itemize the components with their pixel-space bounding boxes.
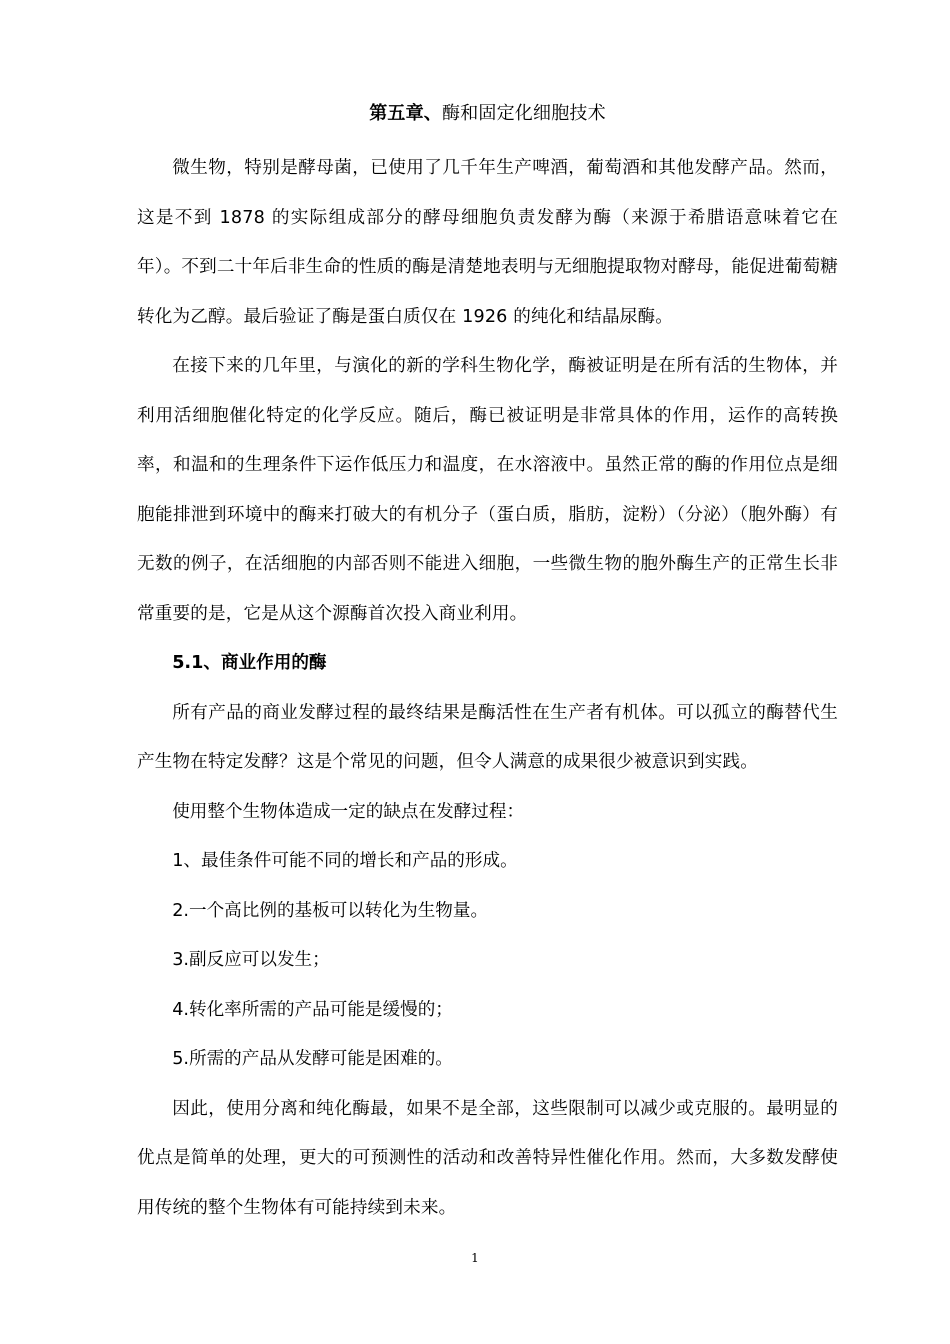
list-item: 4.转化率所需的产品可能是缓慢的；	[172, 999, 453, 1020]
page-number: 1	[471, 1251, 479, 1265]
page-content	[137, 96, 838, 1233]
chapter-title	[137, 96, 838, 132]
chapter-title-prefix: 第五章、	[369, 103, 442, 124]
list-item: 1、最佳条件可能不同的增长和产品的形成。	[172, 851, 518, 871]
paragraph-commercial: 所有产品的商业发酵过程的最终结果是酶活性在生产者有机体。可以孤立的酶替代生产生物在特定发酵？这是个常见的问题，但令人满意的成果很少被意识到实践。	[137, 702, 838, 772]
paragraph-biochemistry: 在接下来的几年里，与演化的新的学科生物化学，酶被证明是在所有活的生物体，并利用活细胞催化特定的化学反应。随后，酶已被证明是非常具体的作用，运作的高转换率，和温和的生理条件下运作低压力和温度，在水溶液中。虽然正常的酶的作用位点是细胞能排泄到环境中的酶来打破大的有机分子（蛋白质，脂肪，淀粉）（分泌）（胞外酶）有无数的例子，在活细胞的内部否则不能进入细胞，一些微生物的胞外酶生产的正常生长非常重要的是，它是从这个源酶首次投入商业利用。	[137, 356, 838, 624]
paragraph-history: 微生物，特别是酵母菌，已使用了几千年生产啤酒，葡萄酒和其他发酵产品。然而，这是不到 1878 的实际组成部分的酵母细胞负责发酵为酶（来源于希腊语意味着它在年）。不到二十年后非生命的性质的酶是清楚地表明与无细胞提取物对酵母，能促进葡萄糖转化为乙醇。最后验证了酶是蛋白质仅在 1926 的纯化和结晶尿酶。	[137, 158, 838, 327]
paragraph-disadvantages-intro: 使用整个生物体造成一定的缺点在发酵过程：	[172, 801, 525, 822]
section-heading: 5.1、商业作用的酶	[172, 653, 327, 673]
list-item: 3.副反应可以发生；	[172, 950, 330, 970]
chapter-title-text: 酶和固定化细胞技术	[442, 103, 606, 124]
list-item: 5.所需的产品从发酵可能是困难的。	[172, 1049, 453, 1069]
list-item: 2.一个高比例的基板可以转化为生物量。	[172, 900, 489, 921]
paragraph-conclusion: 因此，使用分离和纯化酶最，如果不是全部，这些限制可以减少或克服的。最明显的优点是简单的处理，更大的可预测性的活动和改善特异性催化作用。然而，大多数发酵使用传统的整个生物体有可能持续到未来。	[137, 1098, 838, 1218]
